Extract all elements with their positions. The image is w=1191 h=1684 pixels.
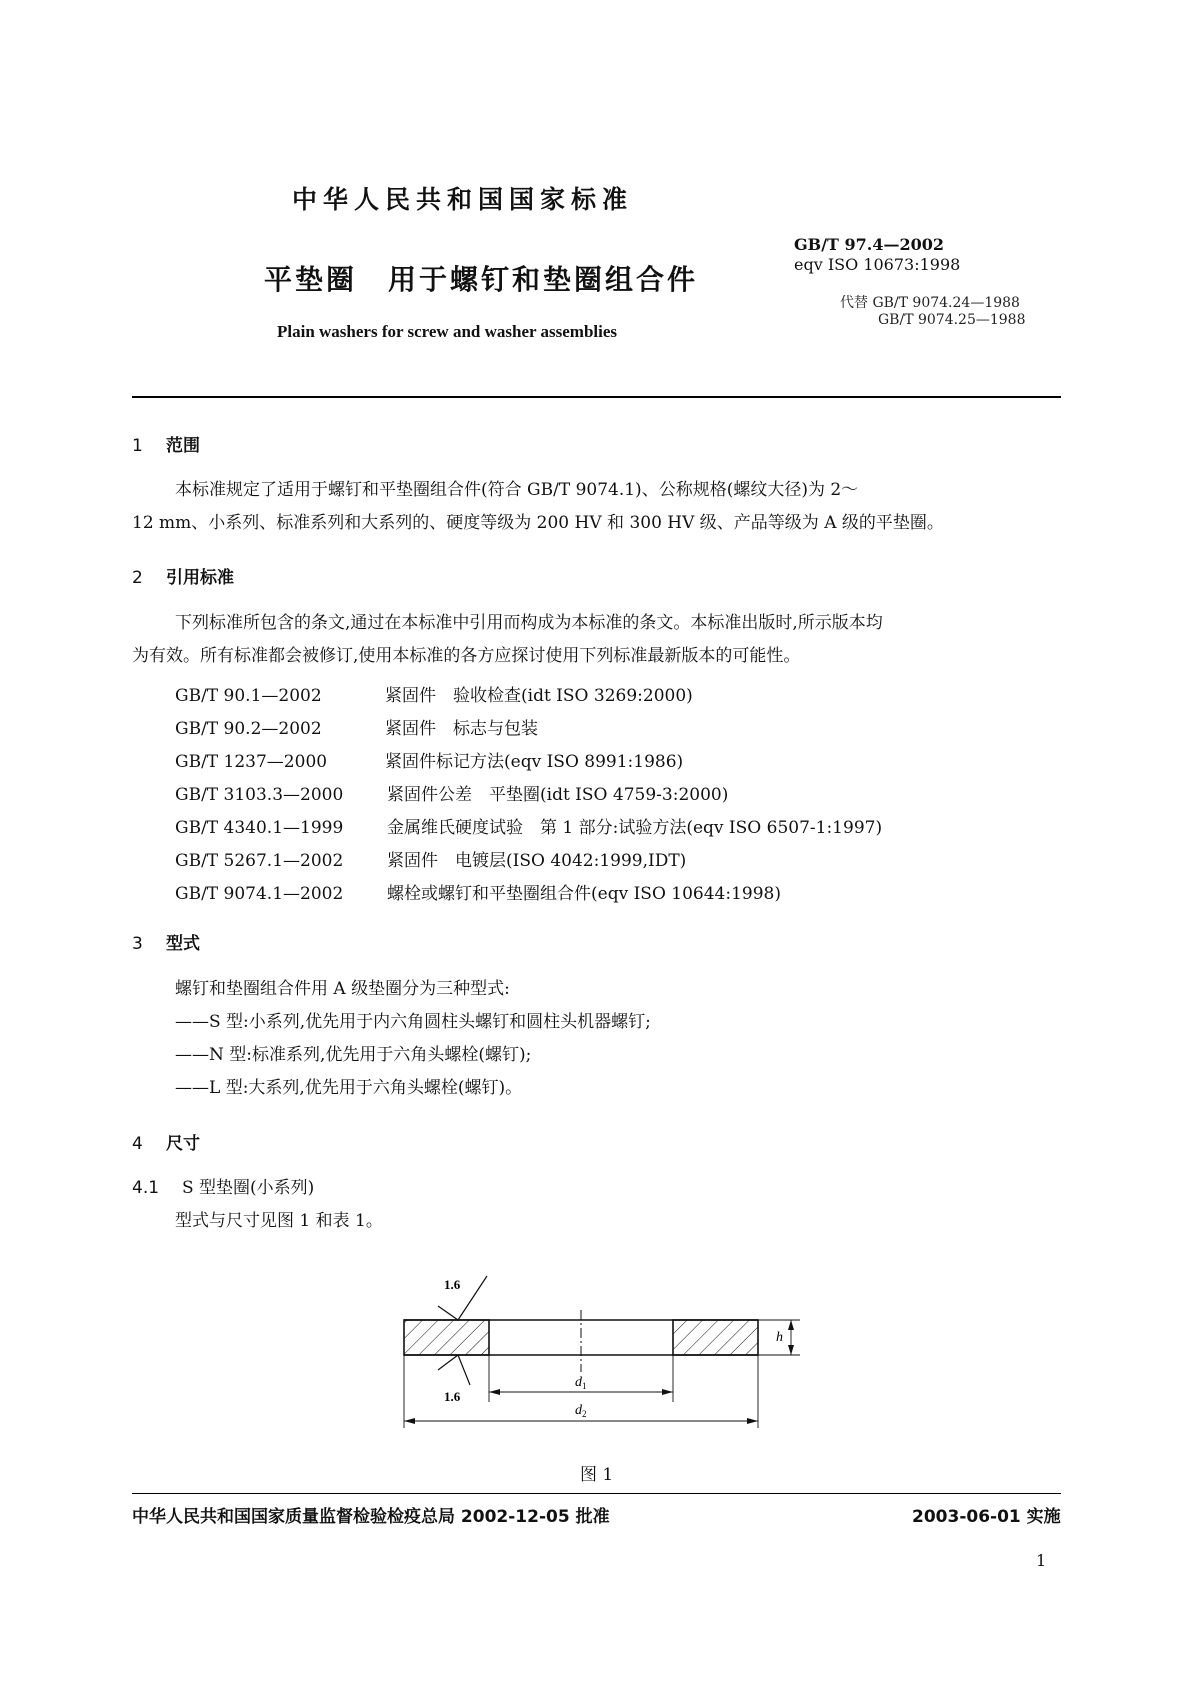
dimension-label-d1: $d_1$: [575, 1375, 587, 1391]
section-3-intro: 螺钉和垫圈组合件用 A 级垫圈分为三种型式:: [175, 979, 510, 999]
document-title-cn: 平垫圈 用于螺钉和垫圈组合件: [264, 263, 699, 296]
section-2-paragraph-line: 为有效。所有标准都会被修订,使用本标准的各方应探讨使用下列标准最新版本的可能性。: [132, 646, 801, 666]
section-heading-1: 1 范围: [132, 436, 200, 456]
figure-caption: 图 1: [580, 1465, 614, 1485]
reference-item: GB/T 90.2—2002 紧固件 标志与包装: [175, 719, 538, 739]
reference-item: GB/T 4340.1—1999 金属维氏硬度试验 第 1 部分:试验方法(eqv ISO 6507-1:1997): [175, 818, 883, 838]
subsection-4-1-text: 型式与尺寸见图 1 和表 1。: [175, 1211, 383, 1231]
org-title: 中华人民共和国国家标准: [292, 185, 634, 214]
page-number: 1: [1036, 1551, 1047, 1570]
replaces-label: 代替: [840, 295, 868, 311]
roughness-symbol-bottom: [438, 1355, 470, 1385]
replaced-standard: GB/T 9074.25—1988: [878, 312, 1026, 328]
reference-item: GB/T 9074.1—2002 螺栓或螺钉和平垫圈组合件(eqv ISO 10644:1998): [175, 884, 781, 904]
washer-section-left: [404, 1320, 489, 1355]
dimension-label-d2: $d_2$: [575, 1403, 587, 1419]
reference-item: GB/T 90.1—2002 紧固件 验收检查(idt ISO 3269:2000): [175, 686, 693, 706]
washer-section-right: [673, 1320, 758, 1355]
document-title-en: Plain washers for screw and washer assemblies: [277, 322, 617, 341]
effective-date: 2003-06-01 实施: [912, 1507, 1061, 1527]
header-rule: [132, 396, 1061, 398]
type-list-item: ——L 型:大系列,优先用于六角头螺栓(螺钉)。: [175, 1078, 523, 1098]
section-heading-4: 4 尺寸: [132, 1134, 200, 1154]
replaced-standard: GB/T 9074.24—1988: [872, 295, 1020, 311]
standard-number-block: [794, 235, 960, 275]
standard-number: GB/T 97.4—2002: [794, 235, 945, 254]
type-list-item: ——S 型:小系列,优先用于内六角圆柱头螺钉和圆柱头机器螺钉;: [175, 1012, 651, 1032]
footer-rule: [132, 1493, 1061, 1494]
washer-section-figure: [380, 1270, 820, 1440]
approval-statement: 中华人民共和国国家质量监督检验检疫总局 2002-12-05 批准: [132, 1507, 610, 1527]
replaces-block: [840, 295, 1026, 329]
dimension-label-h: h: [776, 1330, 783, 1345]
type-list-item: ——N 型:标准系列,优先用于六角头螺栓(螺钉);: [175, 1045, 532, 1065]
roughness-value-bottom: 1.6: [444, 1389, 461, 1404]
reference-item: GB/T 1237—2000 紧固件标记方法(eqv ISO 8991:1986): [175, 752, 684, 772]
section-heading-2: 2 引用标准: [132, 568, 234, 588]
roughness-value-top: 1.6: [444, 1277, 461, 1292]
subsection-heading-4-1: 4.1 S 型垫圈(小系列): [132, 1178, 315, 1198]
section-heading-3: 3 型式: [132, 934, 200, 954]
reference-item: GB/T 5267.1—2002 紧固件 电镀层(ISO 4042:1999,IDT): [175, 851, 687, 871]
equivalence: eqv ISO 10673:1998: [794, 255, 961, 274]
section-2-paragraph-line: 下列标准所包含的条文,通过在本标准中引用而构成为本标准的条文。本标准出版时,所示版本均: [175, 613, 883, 633]
section-1-paragraph-line: 本标准规定了适用于螺钉和平垫圈组合件(符合 GB/T 9074.1)、公称规格(螺纹大径)为 2～: [175, 480, 859, 500]
reference-item: GB/T 3103.3—2000 紧固件公差 平垫圈(idt ISO 4759-3:2000): [175, 785, 729, 805]
section-1-paragraph-line: 12 mm、小系列、标准系列和大系列的、硬度等级为 200 HV 和 300 HV 级、产品等级为 A 级的平垫圈。: [132, 513, 944, 533]
